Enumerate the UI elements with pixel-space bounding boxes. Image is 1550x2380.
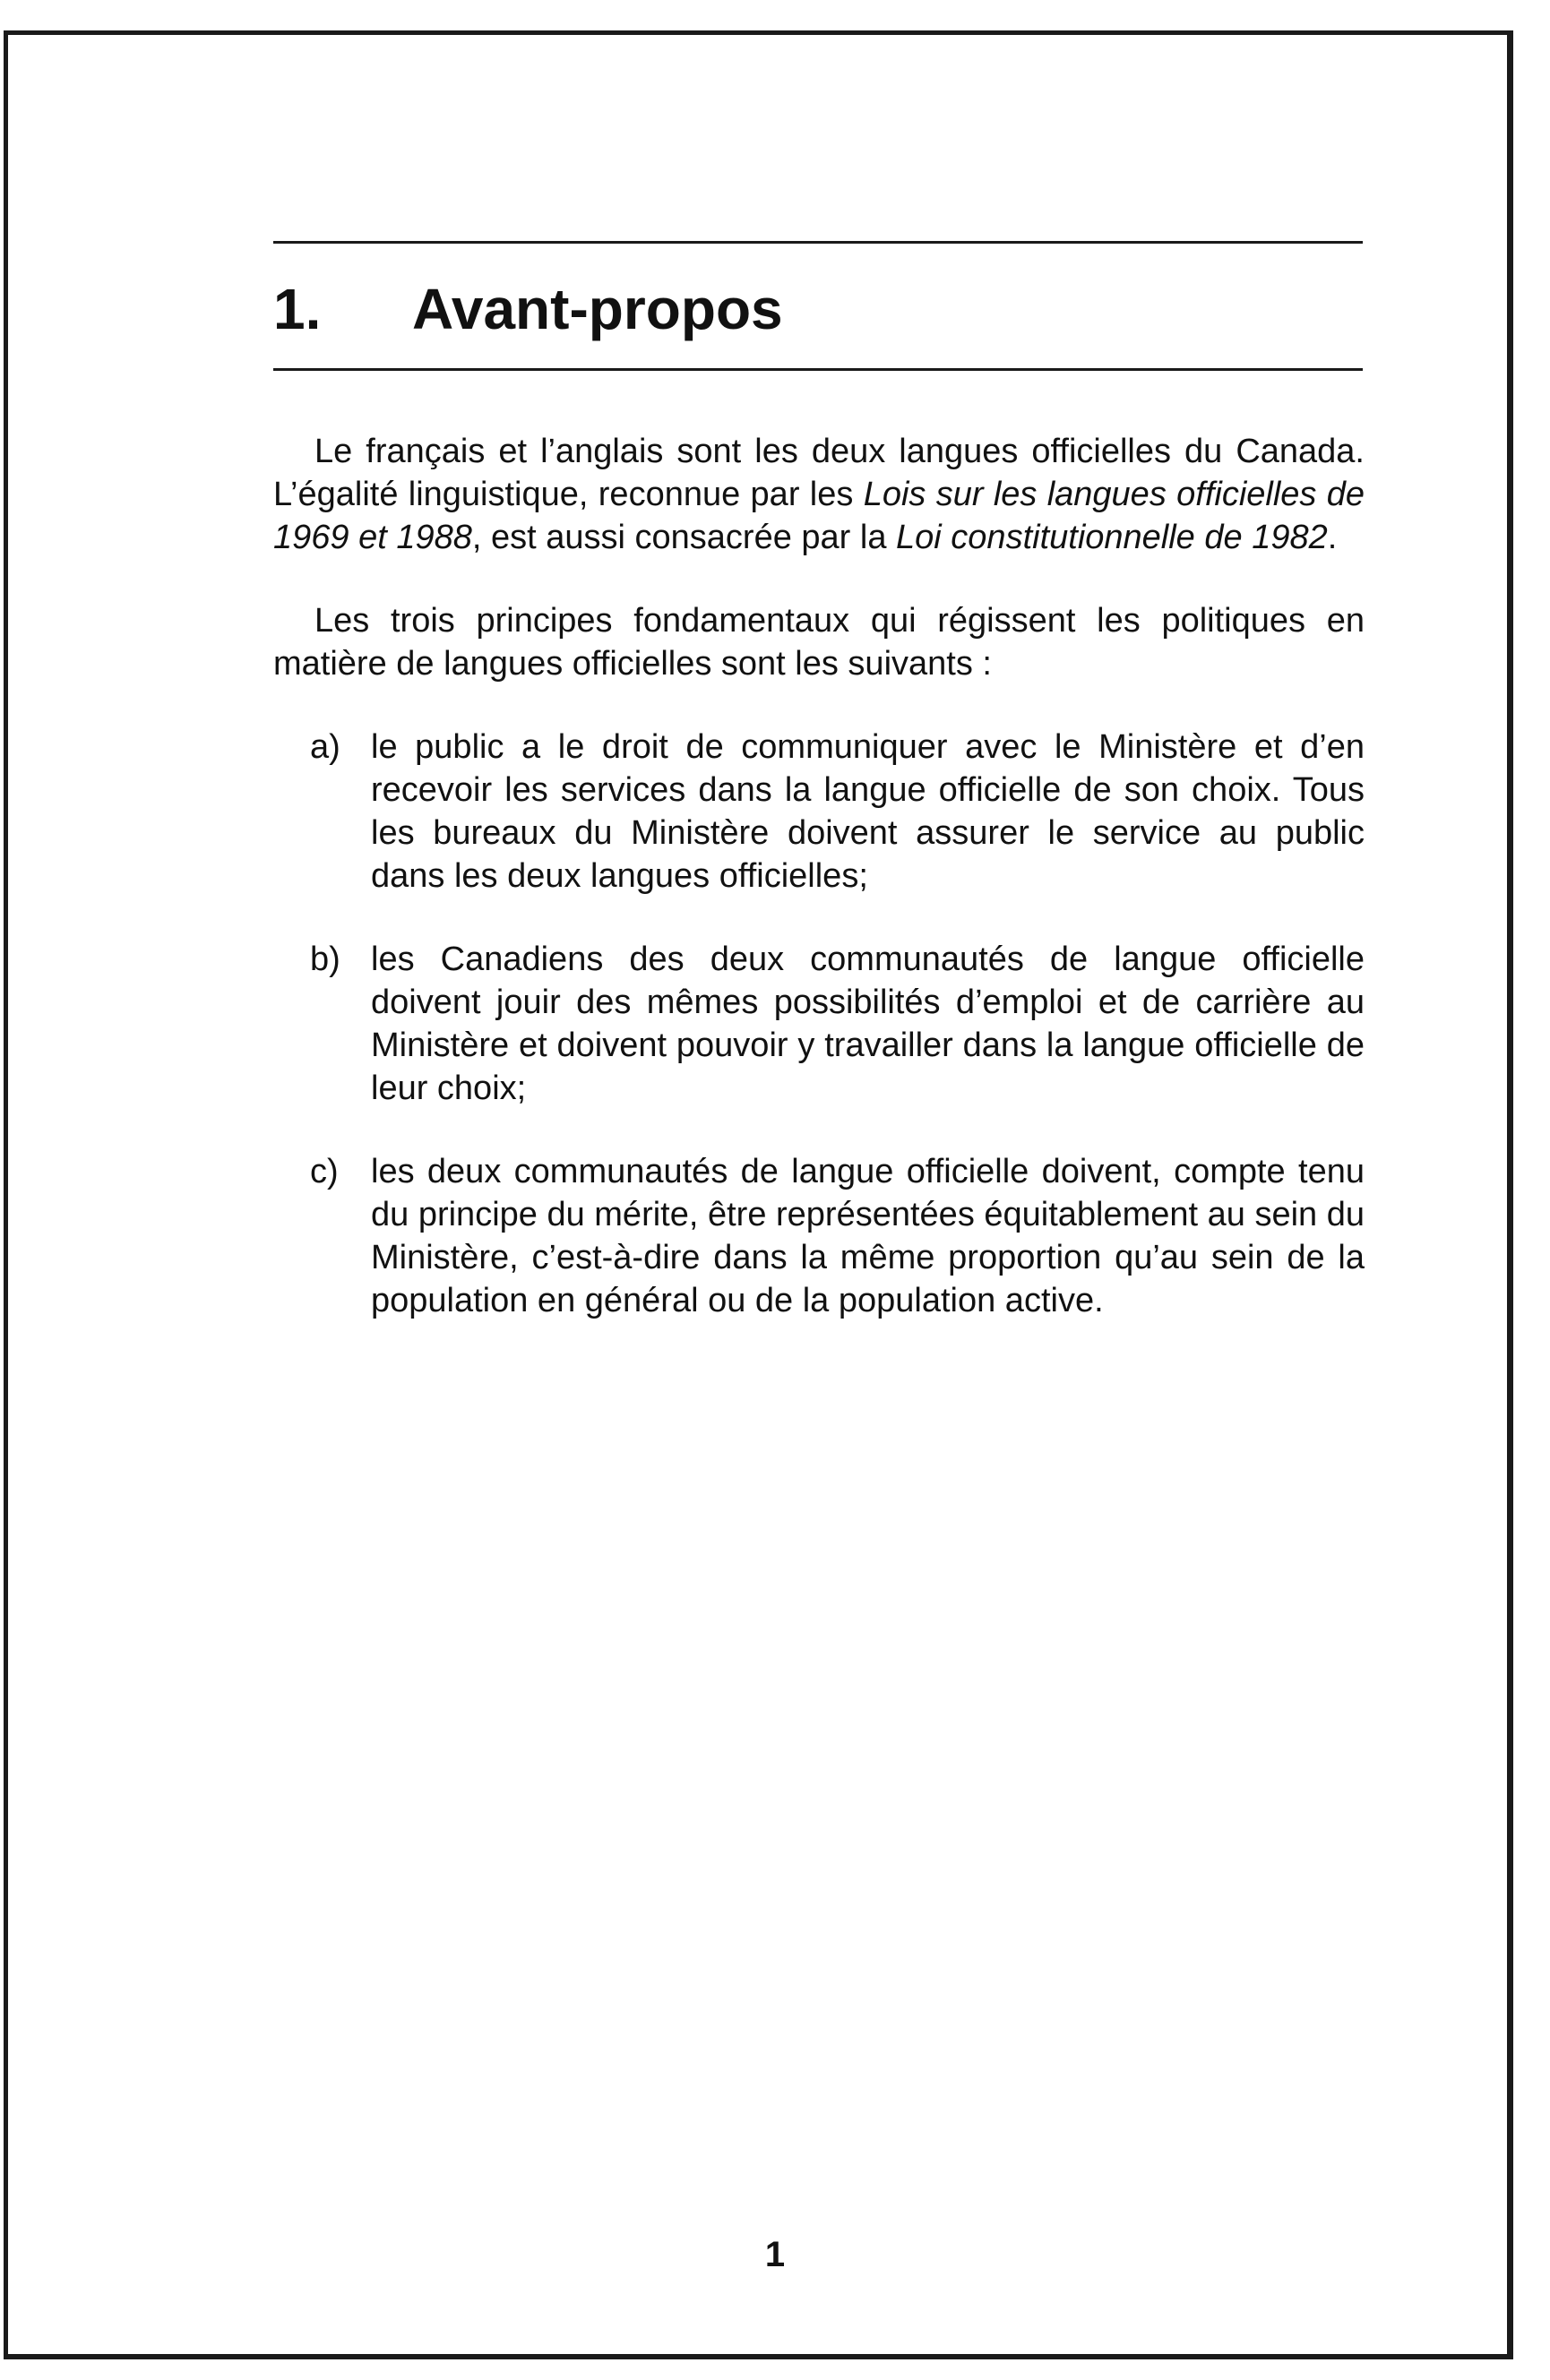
law-title-constitution: Loi constitutionnelle de 1982	[896, 519, 1328, 556]
law-title-official-languages: Lois sur les langues officielles de 1969 et 1988	[273, 476, 1365, 556]
list-item-marker: a)	[310, 728, 340, 766]
body-text	[273, 430, 1365, 1362]
list-item	[273, 938, 1365, 1110]
heading-top-rule	[273, 241, 1363, 244]
list-item-marker: c)	[310, 1153, 339, 1190]
list-item	[273, 726, 1365, 898]
section-title: Avant-propos	[412, 277, 783, 341]
intro-paragraph	[273, 430, 1365, 559]
section-heading	[273, 264, 1363, 354]
list-item-text: les deux communautés de langue officielle doivent, compte tenu du principe du mérite, être représentées équitablement au sein du Ministère, c’est-à-dire dans la même proportion qu’au sein de la population en général ou de la population active.	[371, 1153, 1365, 1319]
principles-list	[273, 726, 1365, 1322]
principles-intro-paragraph: Les trois principes fondamentaux qui régissent les politiques en matière de langues officielles sont les suivants :	[273, 602, 1365, 683]
heading-bottom-rule	[273, 368, 1363, 371]
list-item-marker: b)	[310, 941, 340, 978]
list-item-text: les Canadiens des deux communautés de langue officielle doivent jouir des mêmes possibilités d’emploi et de carrière au Ministère et doivent pouvoir y travailler dans la langue officielle de leur choix;	[371, 941, 1365, 1107]
list-item	[273, 1150, 1365, 1322]
section-number: 1.	[273, 277, 322, 341]
intro-paragraph-middle: , est aussi consacrée par la	[471, 519, 897, 556]
list-item-text: le public a le droit de communiquer avec le Ministère et d’en recevoir les services dans la langue officielle de son choix. Tous les bureaux du Ministère doivent assurer le service au public dans les deux langues officielles;	[371, 728, 1365, 895]
intro-paragraph-end: .	[1327, 519, 1338, 556]
page-number: 1	[764, 2235, 786, 2274]
intro-paragraph-lead: Le français et l’anglais sont les deux langues officielles du Canada. L’égalité linguistique, reconnue par les	[273, 433, 1365, 513]
